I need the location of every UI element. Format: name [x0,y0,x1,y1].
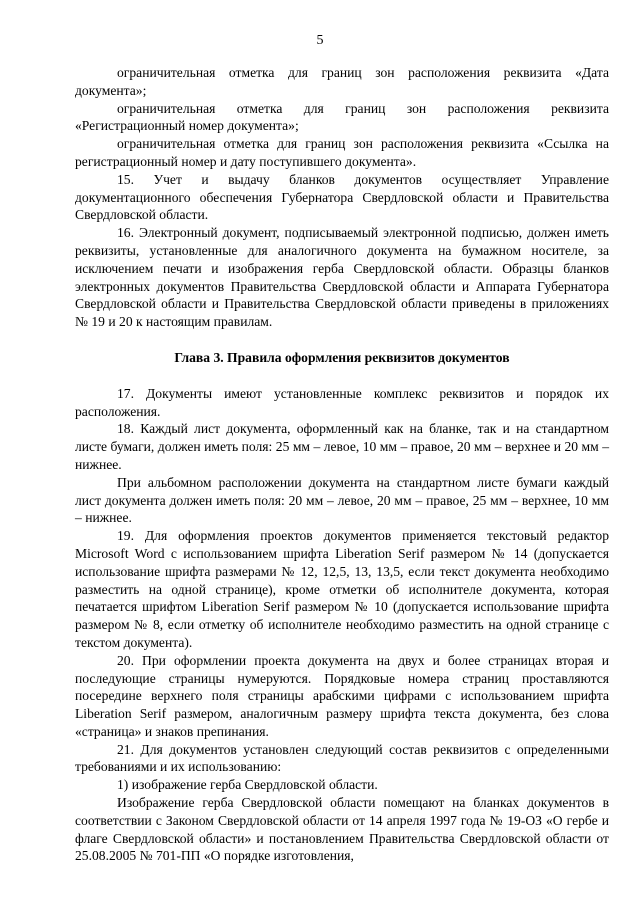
paragraph: 16. Электронный документ, подписываемый электронной подписью, должен иметь реквизиты, установленные для аналогичного документа на бумажном носителе, за исключением печати и изображения герба Свердловской области. Образцы бланков электронных документов Правительства Свердловской области и Аппарата Губернатора Свердловской области и Правительства Свердловской области приведены в приложениях № 19 и 20 к настоящим правилам. [75,225,609,330]
chapter-heading: Глава 3. Правила оформления реквизитов документов [174,349,510,365]
paragraph: 17. Документы имеют установленные комплекс реквизитов и порядок их расположения. [75,385,609,419]
paragraph: Изображение герба Свердловской области помещают на бланках документов в соответствии с Законом Свердловской области от 14 апреля 1997 года № 19-ОЗ «О гербе и флаге Свердловской области» и постановлением Правительства Свердловской области от 25.08.2005 № 701-ПП «О порядке изготовления, [75,795,609,864]
page-number: 5 [316,33,324,48]
paragraph: ограничительная отметка для границ зон расположения реквизита «Дата документа»; [75,65,609,98]
paragraph: 15. Учет и выдачу бланков документов осуществляет Управление документационного обеспечения Губернатора Свердловской области и Правительства Свердловской области. [75,171,609,223]
paragraph: 1) изображение герба Свердловской области. [117,777,378,793]
paragraph: ограничительная отметка для границ зон расположения реквизита «Регистрационный номер документа»; [75,100,609,134]
paragraph: 20. При оформлении проекта документа на двух и более страницах вторая и последующие страницы нумеруются. Порядковые номера страниц проставляются посередине верхнего поля страницы арабскими цифрами с использованием шрифта Liberation Serif размером, аналогичным размеру шрифта текста документа, без слова «страница» и знаков препинания. [75,652,609,739]
paragraph: При альбомном расположении документа на стандартном листе бумаги каждый лист документа должен иметь поля: 20 мм – левое, 20 мм – правое, 25 мм – верхнее, 10 мм – нижнее. [75,474,609,526]
paragraph: 18. Каждый лист документа, оформленный как на бланке, так и на стандартном листе бумаги, должен иметь поля: 25 мм – левое, 10 мм – правое, 20 мм – верхнее и 20 мм – нижнее. [75,421,609,472]
document-body [75,64,609,865]
paragraph: ограничительная отметка для границ зон расположения реквизита «Ссылка на регистрационный номер и дату поступившего документа». [75,136,609,169]
paragraph: 19. Для оформления проектов документов применяется текстовый редактор Microsoft Word с использованием шрифта Liberation Serif размером № 14 (допускается использование шрифта размерами № 12, 12,5, 13, 13,5, если текст документа необходимо разместить на одной странице), кроме отметки об исполнителе документа, которая печатается шрифтом Liberation Serif размером № 10 (допускается использование шрифта размером № 8, если отметку об исполнителе необходимо разместить на одной странице с текстом документа). [75,528,609,650]
paragraph: 21. Для документов установлен следующий состав реквизитов с определенными требованиями и их использованию: [75,741,609,775]
